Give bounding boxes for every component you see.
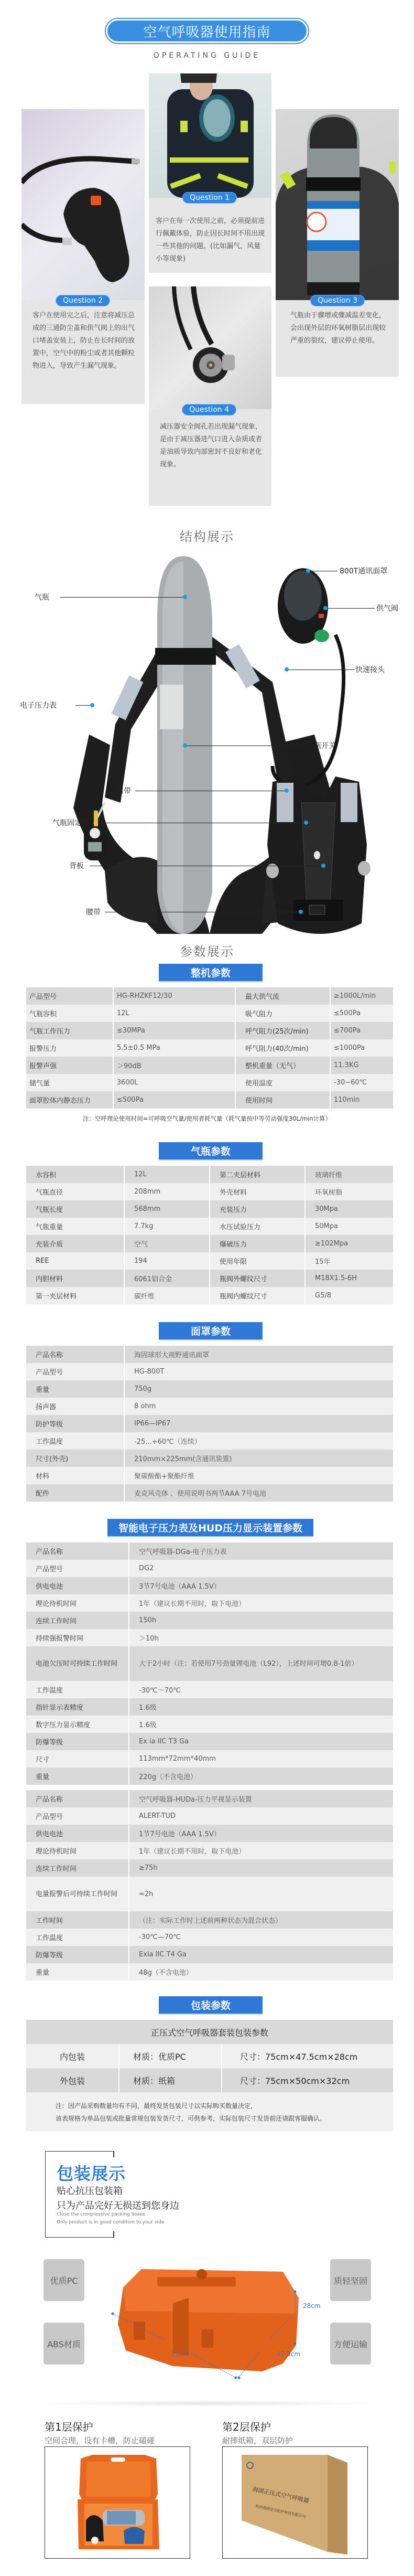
param-key: 外壳材料 <box>210 1183 305 1200</box>
param-value: 30Mpa <box>305 1200 393 1218</box>
quick-connector-leader-line <box>289 669 354 670</box>
param-value: （注：实际工作时上述前两种状态为混合状态） <box>129 1911 393 1929</box>
packaging-table-title: 正压式空气呼吸器套装包装参数 <box>26 2020 393 2044</box>
packaging-params-heading: 包装参数 <box>159 1996 263 2015</box>
param-value: 15年 <box>305 1252 393 1270</box>
table-row <box>26 1484 393 1502</box>
section-shadow-divider <box>31 2400 383 2407</box>
param-key: 产品型号 <box>26 1560 129 1577</box>
param-key: 呼气阻力(25次/min) <box>235 1022 330 1039</box>
param-value: ≈2h <box>129 1877 393 1911</box>
feature-abs-material: ABS材质 <box>43 2323 84 2365</box>
param-value: 1年（建议长期不用时，取下电池） <box>129 1594 393 1612</box>
package-material: 材质：纸箱 <box>119 2068 222 2092</box>
pressure-reducer-photo <box>149 286 271 409</box>
param-value: 113mm*72mm*40mm <box>129 1750 393 1768</box>
param-value: 3600L <box>113 1074 235 1091</box>
param-value: 210mm×225mm(含通讯装置) <box>124 1450 393 1467</box>
label-quick-connector: 快速接头 <box>355 666 385 674</box>
param-value: HG-RHZKF12/30 <box>113 987 235 1005</box>
table-row <box>26 1183 393 1200</box>
cylinder-on-backplate-photo <box>276 109 399 300</box>
param-value: ≤500Pa <box>330 1005 393 1022</box>
dimension-width: 47.5cm <box>277 2350 301 2358</box>
param-key: 供电电池 <box>26 1825 129 1842</box>
packing-show-frame-right-top <box>113 2151 114 2157</box>
table-row <box>26 1166 393 1183</box>
dimension-height: 28cm <box>303 2302 321 2309</box>
param-key: 气瓶长度 <box>26 1200 124 1218</box>
param-key: 工作温度 <box>26 1929 129 1946</box>
page-title: 空气呼吸器使用指南 <box>107 20 307 41</box>
packing-show-frame-right-bottom <box>113 2231 114 2238</box>
param-value: 194 <box>124 1252 210 1270</box>
param-key: 重量 <box>26 1963 129 1981</box>
mask-params-heading: 面罩参数 <box>159 1322 263 1340</box>
param-value: 6061铝合金 <box>124 1270 210 1287</box>
param-value: -30℃～70℃ <box>129 1681 393 1698</box>
packaging-note-line-1: 注：因产品采购数量均有不同，最终发货包装尺寸以实际购买数量决定， <box>56 2102 257 2110</box>
param-value: 环氧树脂 <box>305 1183 393 1200</box>
table-row <box>26 1859 393 1877</box>
param-key: 产品型号 <box>26 987 113 1005</box>
layer-1-open-case-image <box>45 2446 190 2559</box>
label-800t-mask: 800T通讯面罩 <box>340 567 388 576</box>
param-key: 气瓶工作压力 <box>26 1022 113 1039</box>
harness-backplate-image <box>262 771 375 939</box>
table-row <box>26 1790 393 1807</box>
whole-params-table <box>26 987 393 1109</box>
param-value: 玻璃纤维 <box>305 1166 393 1183</box>
whole-params-note: 注：空呼理论使用时间=可呼吸空气量/使用者耗气量（耗气量按中等劳动强度30L/min计算） <box>82 1115 332 1122</box>
param-key: 工作温度 <box>26 1432 124 1450</box>
param-key: 呼气阻力(40次/min) <box>235 1039 330 1057</box>
param-key: 充装介质 <box>26 1235 124 1252</box>
table-row <box>26 1963 393 1981</box>
hud-params-table <box>26 1790 393 1981</box>
table-row <box>26 1235 393 1252</box>
param-key: 扬声器 <box>26 1398 124 1415</box>
packing-show-en-2: Only product is in good condition to your side <box>57 2220 165 2225</box>
gauge-leader-line <box>75 705 90 706</box>
param-key: 持续强报警时间 <box>26 1629 129 1646</box>
orange-carry-case-image <box>110 2261 320 2387</box>
table-row <box>26 1698 393 1716</box>
table-row <box>26 1629 393 1646</box>
table-row <box>26 1074 393 1091</box>
param-key: 最大供气流 <box>235 987 330 1005</box>
question-text-3: 气瓶由于骤增或骤减温差变化，会出现外层的环氧树脂层出现较严重的裂纹，建议停止使用。 <box>290 312 386 345</box>
shoulder-strap-marker <box>285 789 289 793</box>
layer-1-title: 第1层保护 <box>45 2421 93 2433</box>
param-value: HG-800T <box>124 1363 393 1380</box>
param-key: 工作时间 <box>26 1911 129 1929</box>
table-row <box>26 1825 393 1842</box>
table-row <box>26 1542 393 1560</box>
package-material: 材质：优质PC <box>119 2044 222 2068</box>
demand-valve-marker <box>323 606 328 610</box>
demand-valve-leader-line <box>328 608 375 609</box>
param-value: ≤500Pa <box>113 1091 235 1109</box>
table-row <box>26 1681 393 1698</box>
param-key: 瓶阀内螺纹尺寸 <box>210 1287 305 1304</box>
param-key: 防爆等级 <box>26 1733 129 1750</box>
table-row <box>26 1057 393 1074</box>
param-value: 麦克风壳体 、使用说明书两节AAA 7号电池 <box>124 1484 393 1502</box>
param-value: ≤1000Pa <box>330 1039 393 1057</box>
question-card-1 <box>149 73 271 273</box>
question-badge-1: Question 1 <box>182 192 237 204</box>
param-value: -25...+60℃（连续） <box>124 1432 393 1450</box>
param-key: 使用时间 <box>235 1091 330 1109</box>
packing-show-line-1: 贴心抗压包装箱 <box>57 2186 123 2197</box>
param-value: G5/8 <box>305 1287 393 1304</box>
demand-valve-photo <box>21 109 145 300</box>
param-key: 产品名称 <box>26 1346 124 1363</box>
param-key: 配件 <box>26 1484 124 1502</box>
cylinder-params-table <box>26 1166 393 1304</box>
param-value: ≥102Mpa <box>305 1235 393 1252</box>
param-value: 1.6级 <box>129 1698 393 1716</box>
param-key: 充装压力 <box>210 1200 305 1218</box>
params-section-title: 参数展示 <box>180 944 234 959</box>
table-row <box>26 1594 393 1612</box>
param-key: 产品型号 <box>26 1807 129 1825</box>
question-text-1: 客户在每一次使用之前，必须提前进行佩戴体验，防止因长时间不用出现一些其他的问题。(比如漏气，风量小等现象) <box>156 217 265 263</box>
param-key: 吸气阻力 <box>235 1005 330 1022</box>
layer-2-subtitle: 耐摔纸箱，双层防护 <box>222 2436 293 2445</box>
table-row <box>26 1200 393 1218</box>
param-value: 7.7kg <box>124 1218 210 1235</box>
param-value: ≥75h <box>129 1859 393 1877</box>
param-value: 8 ohm <box>124 1398 393 1415</box>
param-key: 理论待机时间 <box>26 1842 129 1859</box>
param-key: 气瓶直径 <box>26 1183 124 1200</box>
param-value: ＞90dB <box>113 1057 235 1074</box>
param-key: 水容积 <box>26 1166 124 1183</box>
packaging-note-line-2: 该表规格为单品包装或批量常规包装发货尺寸，可供参考，实际包装尺寸发货前还请跟客服确认。 <box>56 2115 326 2122</box>
param-value: ≤30MPa <box>113 1022 235 1039</box>
question-text-2: 客户在使用完之后，注意将减压总成的三通防尘盖和供气阀上的出气口堵盖安装上，防止在长时间的放置中，空气中的粉尘或者其他颗粒物进入，导致产生漏气现象。 <box>32 312 135 370</box>
mask-params-table <box>26 1346 393 1502</box>
question-card-2 <box>21 109 145 404</box>
param-value: 750g <box>124 1380 393 1398</box>
param-key: 尺寸 <box>26 1750 129 1768</box>
param-key: 指针显示表精度 <box>26 1698 129 1716</box>
packaging-note <box>26 2092 393 2131</box>
param-value: 220g（不含电池） <box>129 1768 393 1785</box>
param-value: 3节7号电池（AAA 1.5V） <box>129 1577 393 1594</box>
param-key: 使用年限 <box>210 1252 305 1270</box>
label-cylinder-strap: 气瓶固定带 <box>52 819 89 827</box>
table-row <box>26 1733 393 1750</box>
param-key: REE <box>26 1252 124 1270</box>
cylinder-strap-marker <box>304 821 308 825</box>
table-row <box>26 1346 393 1363</box>
table-row <box>26 1577 393 1594</box>
label-demand-valve: 供气阀 <box>376 604 398 613</box>
table-row <box>26 1039 393 1057</box>
firefighter-wearing-sca-photo <box>149 73 271 198</box>
param-value: ALERT-TUD <box>129 1807 393 1825</box>
package-type: 内包装 <box>26 2044 119 2068</box>
param-value: ≤700Pa <box>330 1022 393 1039</box>
table-row <box>26 1911 393 1929</box>
param-key: 材料 <box>26 1467 124 1484</box>
table-row <box>26 1807 393 1825</box>
param-value: ≥1000L/min <box>330 987 393 1005</box>
table-row <box>26 1252 393 1270</box>
param-value: 大于2小时（注：若使用7号劲量锂电池（L92），上述时间可增0.8-1倍） <box>129 1646 393 1681</box>
label-electronic-gauge: 电子压力表 <box>20 701 57 710</box>
feature-light-strong: 质轻坚固 <box>330 2259 371 2301</box>
question-badge-2: Question 2 <box>56 295 110 306</box>
table-row <box>26 1560 393 1577</box>
param-key: 瓶阀外螺纹尺寸 <box>210 1270 305 1287</box>
gauge-params-table <box>26 1542 393 1785</box>
param-value: 12L <box>124 1166 210 1183</box>
table-row <box>26 1750 393 1768</box>
param-value: 150h <box>129 1612 393 1629</box>
param-key: 水压试验压力 <box>210 1218 305 1235</box>
dimension-length: 75cm <box>171 2350 189 2358</box>
svg-text:杭州海固安全防护科技有限公司: 杭州海固安全防护科技有限公司 <box>255 2504 307 2519</box>
packing-show-en-1: Close the compressive packing boxes <box>57 2212 145 2217</box>
label-cylinder-valve: 气瓶开关 <box>307 742 336 750</box>
param-key: 供电电池 <box>26 1577 129 1594</box>
question-card-3 <box>276 109 399 377</box>
param-value: 1节7号电池（AAA 1.5V） <box>129 1825 393 1842</box>
param-value: 110min <box>330 1091 393 1109</box>
param-key: 电池欠压时可持续工作时间 <box>26 1646 129 1681</box>
param-value: 空气呼吸器-HUDa-压力平视显示装置 <box>129 1790 393 1807</box>
table-row <box>26 1877 393 1911</box>
table-row <box>26 1842 393 1859</box>
table-row <box>26 1467 393 1484</box>
param-value: 5.5±0.5 MPa <box>113 1039 235 1057</box>
param-value: -30℃—70℃ <box>129 1929 393 1946</box>
waist-belt-marker <box>299 910 303 914</box>
feature-quality-pc: 优质PC <box>43 2259 84 2301</box>
table-row <box>26 987 393 1005</box>
table-row <box>26 1612 393 1629</box>
param-value: 208mm <box>124 1183 210 1200</box>
feature-easy-transport: 方便运输 <box>330 2323 371 2365</box>
param-value: IP66—IP67 <box>124 1415 393 1432</box>
param-key: 第二夹层材料 <box>210 1166 305 1183</box>
table-row <box>26 1432 393 1450</box>
param-value: 1.6级 <box>129 1716 393 1733</box>
param-key: 产品名称 <box>26 1790 129 1807</box>
table-row <box>26 1270 393 1287</box>
param-key: 产品型号 <box>26 1363 124 1380</box>
param-key: 气瓶容积 <box>26 1005 113 1022</box>
param-value: Exia IIC T4 Ga <box>129 1946 393 1963</box>
table-row <box>26 1415 393 1432</box>
backplate-marker <box>321 864 325 868</box>
table-row <box>26 1287 393 1304</box>
page-subtitle: OPERATING GUIDE <box>153 51 261 60</box>
layer-1-subtitle: 空间合理，设有卡槽，防止磕碰 <box>45 2436 155 2445</box>
table-row <box>26 1091 393 1109</box>
param-key: 尺寸(外壳) <box>26 1450 124 1467</box>
label-cylinder: 气瓶 <box>35 593 49 602</box>
param-key: 使用温度 <box>235 1074 330 1091</box>
table-row <box>26 2044 393 2068</box>
param-key: 重量 <box>26 1768 129 1785</box>
param-value: 空气呼吸器-DGa-电子压力表 <box>129 1542 393 1560</box>
question-card-4 <box>149 286 271 506</box>
param-key: 重量 <box>26 1380 124 1398</box>
param-key: 储气量 <box>26 1074 113 1091</box>
param-key: 防爆等级 <box>26 1946 129 1963</box>
param-key: 数字压力显示精度 <box>26 1716 129 1733</box>
param-value: 50Mpa <box>305 1218 393 1235</box>
param-key: 理论待机时间 <box>26 1594 129 1612</box>
packaging-params-table <box>26 2020 393 2131</box>
param-key: 爆破压力 <box>210 1235 305 1252</box>
param-key: 第一夹层材料 <box>26 1287 124 1304</box>
question-text-4: 减压器安全阀孔若出现漏气现象，是由于减压器进气口进入杂质或者是油质导致内部密封不良好和老化现象。 <box>160 423 263 469</box>
packing-show-line-2: 只为产品完好无损送到您身边 <box>57 2200 179 2211</box>
param-key: 电量报警后可持续工作时间 <box>26 1877 129 1911</box>
packing-show-title: 包装展示 <box>57 2164 126 2184</box>
param-value: 568mm <box>124 1200 210 1218</box>
param-value: 碳纤维 <box>124 1287 210 1304</box>
cylinder-marker <box>183 595 187 599</box>
param-value: 聚碳酸酯+聚酯纤维 <box>124 1467 393 1484</box>
param-value: 48g（不含电池） <box>129 1963 393 1981</box>
table-row <box>26 1450 393 1467</box>
param-key: 报警压力 <box>26 1039 113 1057</box>
svg-text:海固正压式空气呼吸器: 海固正压式空气呼吸器 <box>252 2485 310 2505</box>
table-row <box>26 1646 393 1681</box>
param-value: -30~60℃ <box>330 1074 393 1091</box>
table-row <box>26 1380 393 1398</box>
table-row <box>26 1363 393 1380</box>
param-key: 报警声强 <box>26 1057 113 1074</box>
param-key: 产品名称 <box>26 1542 129 1560</box>
param-key: 内胆材料 <box>26 1270 124 1287</box>
cylinder-params-heading: 气瓶参数 <box>159 1142 263 1161</box>
param-value: 1年（建议长期不用时，取下电池） <box>129 1842 393 1859</box>
cylinder-valve-marker <box>183 743 187 748</box>
whole-params-heading: 整机参数 <box>159 964 263 982</box>
param-value: M18X1.5-6H <box>305 1270 393 1287</box>
table-row <box>26 1005 393 1022</box>
table-row <box>26 1768 393 1785</box>
label-shoulder-strap: 肩带 <box>116 787 131 795</box>
param-key: 连续工作时间 <box>26 1612 129 1629</box>
question-badge-4: Question 4 <box>182 404 236 416</box>
param-value: 11.3KG <box>330 1057 393 1074</box>
label-backplate: 背板 <box>69 862 84 870</box>
param-value: 空气 <box>124 1235 210 1252</box>
label-waist-belt: 腰带 <box>86 908 101 917</box>
param-key: 工作温度 <box>26 1681 129 1698</box>
table-row <box>26 1946 393 1963</box>
table-row <box>26 1218 393 1235</box>
param-value: 海固球形大视野通讯面罩 <box>124 1346 393 1363</box>
param-key: 气瓶重量 <box>26 1218 124 1235</box>
param-value: Ex ia IIC T3 Ga <box>129 1733 393 1750</box>
layer-2-carton-image <box>222 2446 368 2559</box>
param-value: ＞10h <box>129 1629 393 1646</box>
layer-2-title: 第2层保护 <box>222 2421 271 2433</box>
param-key: 连续工作时间 <box>26 1859 129 1877</box>
gauge-hud-params-heading: 智能电子压力表及HUD压力显示装置参数 <box>107 1519 313 1537</box>
table-row <box>26 1716 393 1733</box>
table-row <box>26 2068 393 2092</box>
package-size: 尺寸：75cm×47.5cm×28cm <box>240 2051 358 2062</box>
param-key: 整机重量（无气） <box>235 1057 330 1074</box>
mask-marker <box>306 569 310 573</box>
cylinder-leader-line <box>60 597 183 598</box>
param-value: 12L <box>113 1005 235 1022</box>
question-badge-3: Question 3 <box>310 295 365 306</box>
param-value: DG2 <box>129 1560 393 1577</box>
table-row <box>26 1022 393 1039</box>
table-row <box>26 1929 393 1946</box>
structure-section-title: 结构展示 <box>180 529 234 544</box>
table-row <box>26 1398 393 1415</box>
gauge-marker <box>90 703 94 707</box>
param-key: 防护等级 <box>26 1415 124 1432</box>
package-type: 外包装 <box>26 2068 119 2092</box>
quick-connector-marker <box>285 667 289 672</box>
package-size: 尺寸：75cm×50cm×32cm <box>240 2075 350 2086</box>
param-key: 面罩腔体内静态压力 <box>26 1091 113 1109</box>
guide-title-pill <box>105 18 309 44</box>
